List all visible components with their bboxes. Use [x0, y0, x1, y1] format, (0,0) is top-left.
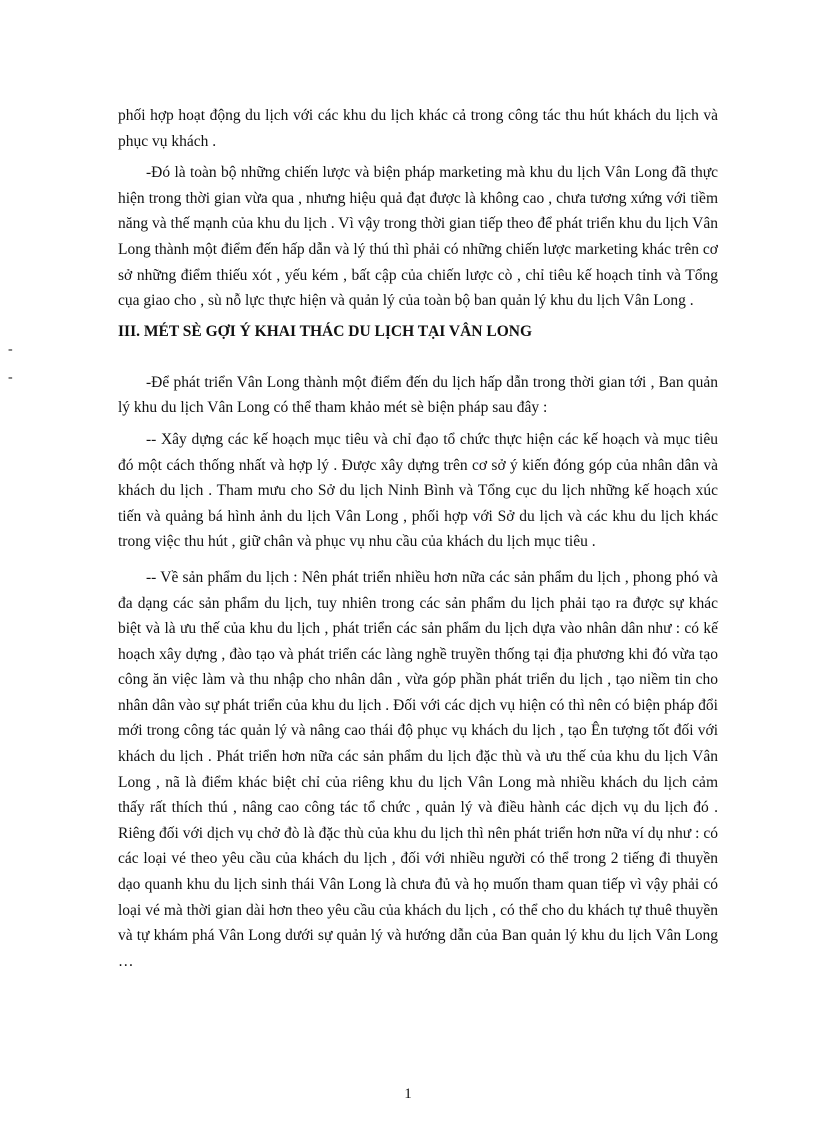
paragraph-2: -Đó là toàn bộ những chiến lược và biện pháp marketing mà khu du lịch Vân Long đã thực hiện trong thời gian vừa qua , nhưng hiệu quả đạt được là không cao , chưa tương xứng với tiềm năng và thế mạnh của khu du lịch . Vì vậy trong thời gian tiếp theo để phát triển khu du lịch Vân Long thành một điểm đến hấp dẫn và lý thú thì phải có những chiến lược marketing khác trên cơ sở những điểm thiếu xót , yếu kém , bất cập của chiến lược cò , chỉ tiêu kế hoạch tỉnh và Tổng cụa giao cho , sù nỗ lực thực hiện và quản lý của toàn bộ ban quản lý khu du lịch Vân Long .	[118, 164, 718, 310]
section-heading: III. MÉT SÈ GỢI Ý KHAI THÁC DU LỊCH TẠI VÂN LONG	[118, 322, 532, 340]
margin-mark-1: -	[8, 342, 13, 357]
margin-mark-2: -	[8, 370, 13, 385]
page-number: 1	[404, 1086, 412, 1102]
paragraph-3: -Để phát triển Vân Long thành một điểm đến du lịch hấp dẫn trong thời gian tới , Ban quản lý khu du lịch Vân Long có thể tham khảo mét sè biện pháp sau đây :	[118, 373, 718, 417]
paragraph-5: -- Về sản phẩm du lịch : Nên phát triển nhiều hơn nữa các sản phẩm du lịch , phong phó và đa dạng các sản phẩm du lịch, tuy nhiên trong các sản phẩm du lịch phải tạo ra được sự khác biệt và là ưu thế của khu du lịch , phát triển các sản phẩm du lịch dựa vào nhân dân như : có kế hoạch xây dựng , đào tạo và phát triển các làng nghề truyền thống tại địa phương khi đó vừa tạo công ăn việc làm và thu nhập cho nhân dân , vừa góp phần phát triển du lịch , tạo niềm tin cho nhân dân vào sự phát triển của khu du lịch . Đối với các dịch vụ hiện có thì nên có biện pháp đổi mới trong công tác quản lý và nâng cao thái độ phục vụ khách du lịch , tạo Ên tượng tốt đối với khách du lịch . Phát triển hơn nữa các sản phẩm du lịch đặc thù và ưu thế của khu du lịch Vân Long , nã là điểm khác biệt chỉ của riêng khu du lịch Vân Long mà nhiều khách du lịch cảm thấy rất thích thú , nâng cao công tác tổ chức , quản lý và điều hành các dịch vụ du lịch đó . Riêng đối với dịch vụ chở đò là đặc thù của khu du lịch thì nên phát triển hơn nữa ví dụ như : có các loại vé theo yêu cầu của khách du lịch , đối với nhiều người có thể trong 2 tiếng đi thuyền dạo quanh khu du lịch sinh thái Vân Long là chưa đủ và họ muốn tham quan tiếp vì vậy phải có loại vé mà thời gian dài hơn theo yêu cầu của khách du lịch , có thể cho du khách tự thuê thuyền và tự khám phá Vân Long dưới sự quản lý và hướng dẫn của Ban quản lý khu du lịch Vân Long …	[118, 568, 718, 970]
document-page	[118, 103, 718, 980]
paragraph-1: phối hợp hoạt động du lịch với các khu du lịch khác cả trong công tác thu hút khách du lịch và phục vụ khách .	[118, 107, 718, 150]
paragraph-4: -- Xây dựng các kế hoạch mục tiêu và chỉ đạo tổ chức thực hiện các kế hoạch và mục tiêu đó một cách thống nhất và hợp lý . Được xây dựng trên cơ sở ý kiến đóng góp của nhân dân và khách du lịch . Tham mưu cho Sở du lịch Ninh Bình và Tổng cục du lịch những kế hoạch xúc tiến và quảng bá hình ảnh du lịch Vân Long , phối hợp với Sở du lịch và các khu du lịch khác trong việc thu hút , giữ chân và phục vụ nhu cầu của khách du lịch mục tiêu .	[118, 430, 718, 551]
